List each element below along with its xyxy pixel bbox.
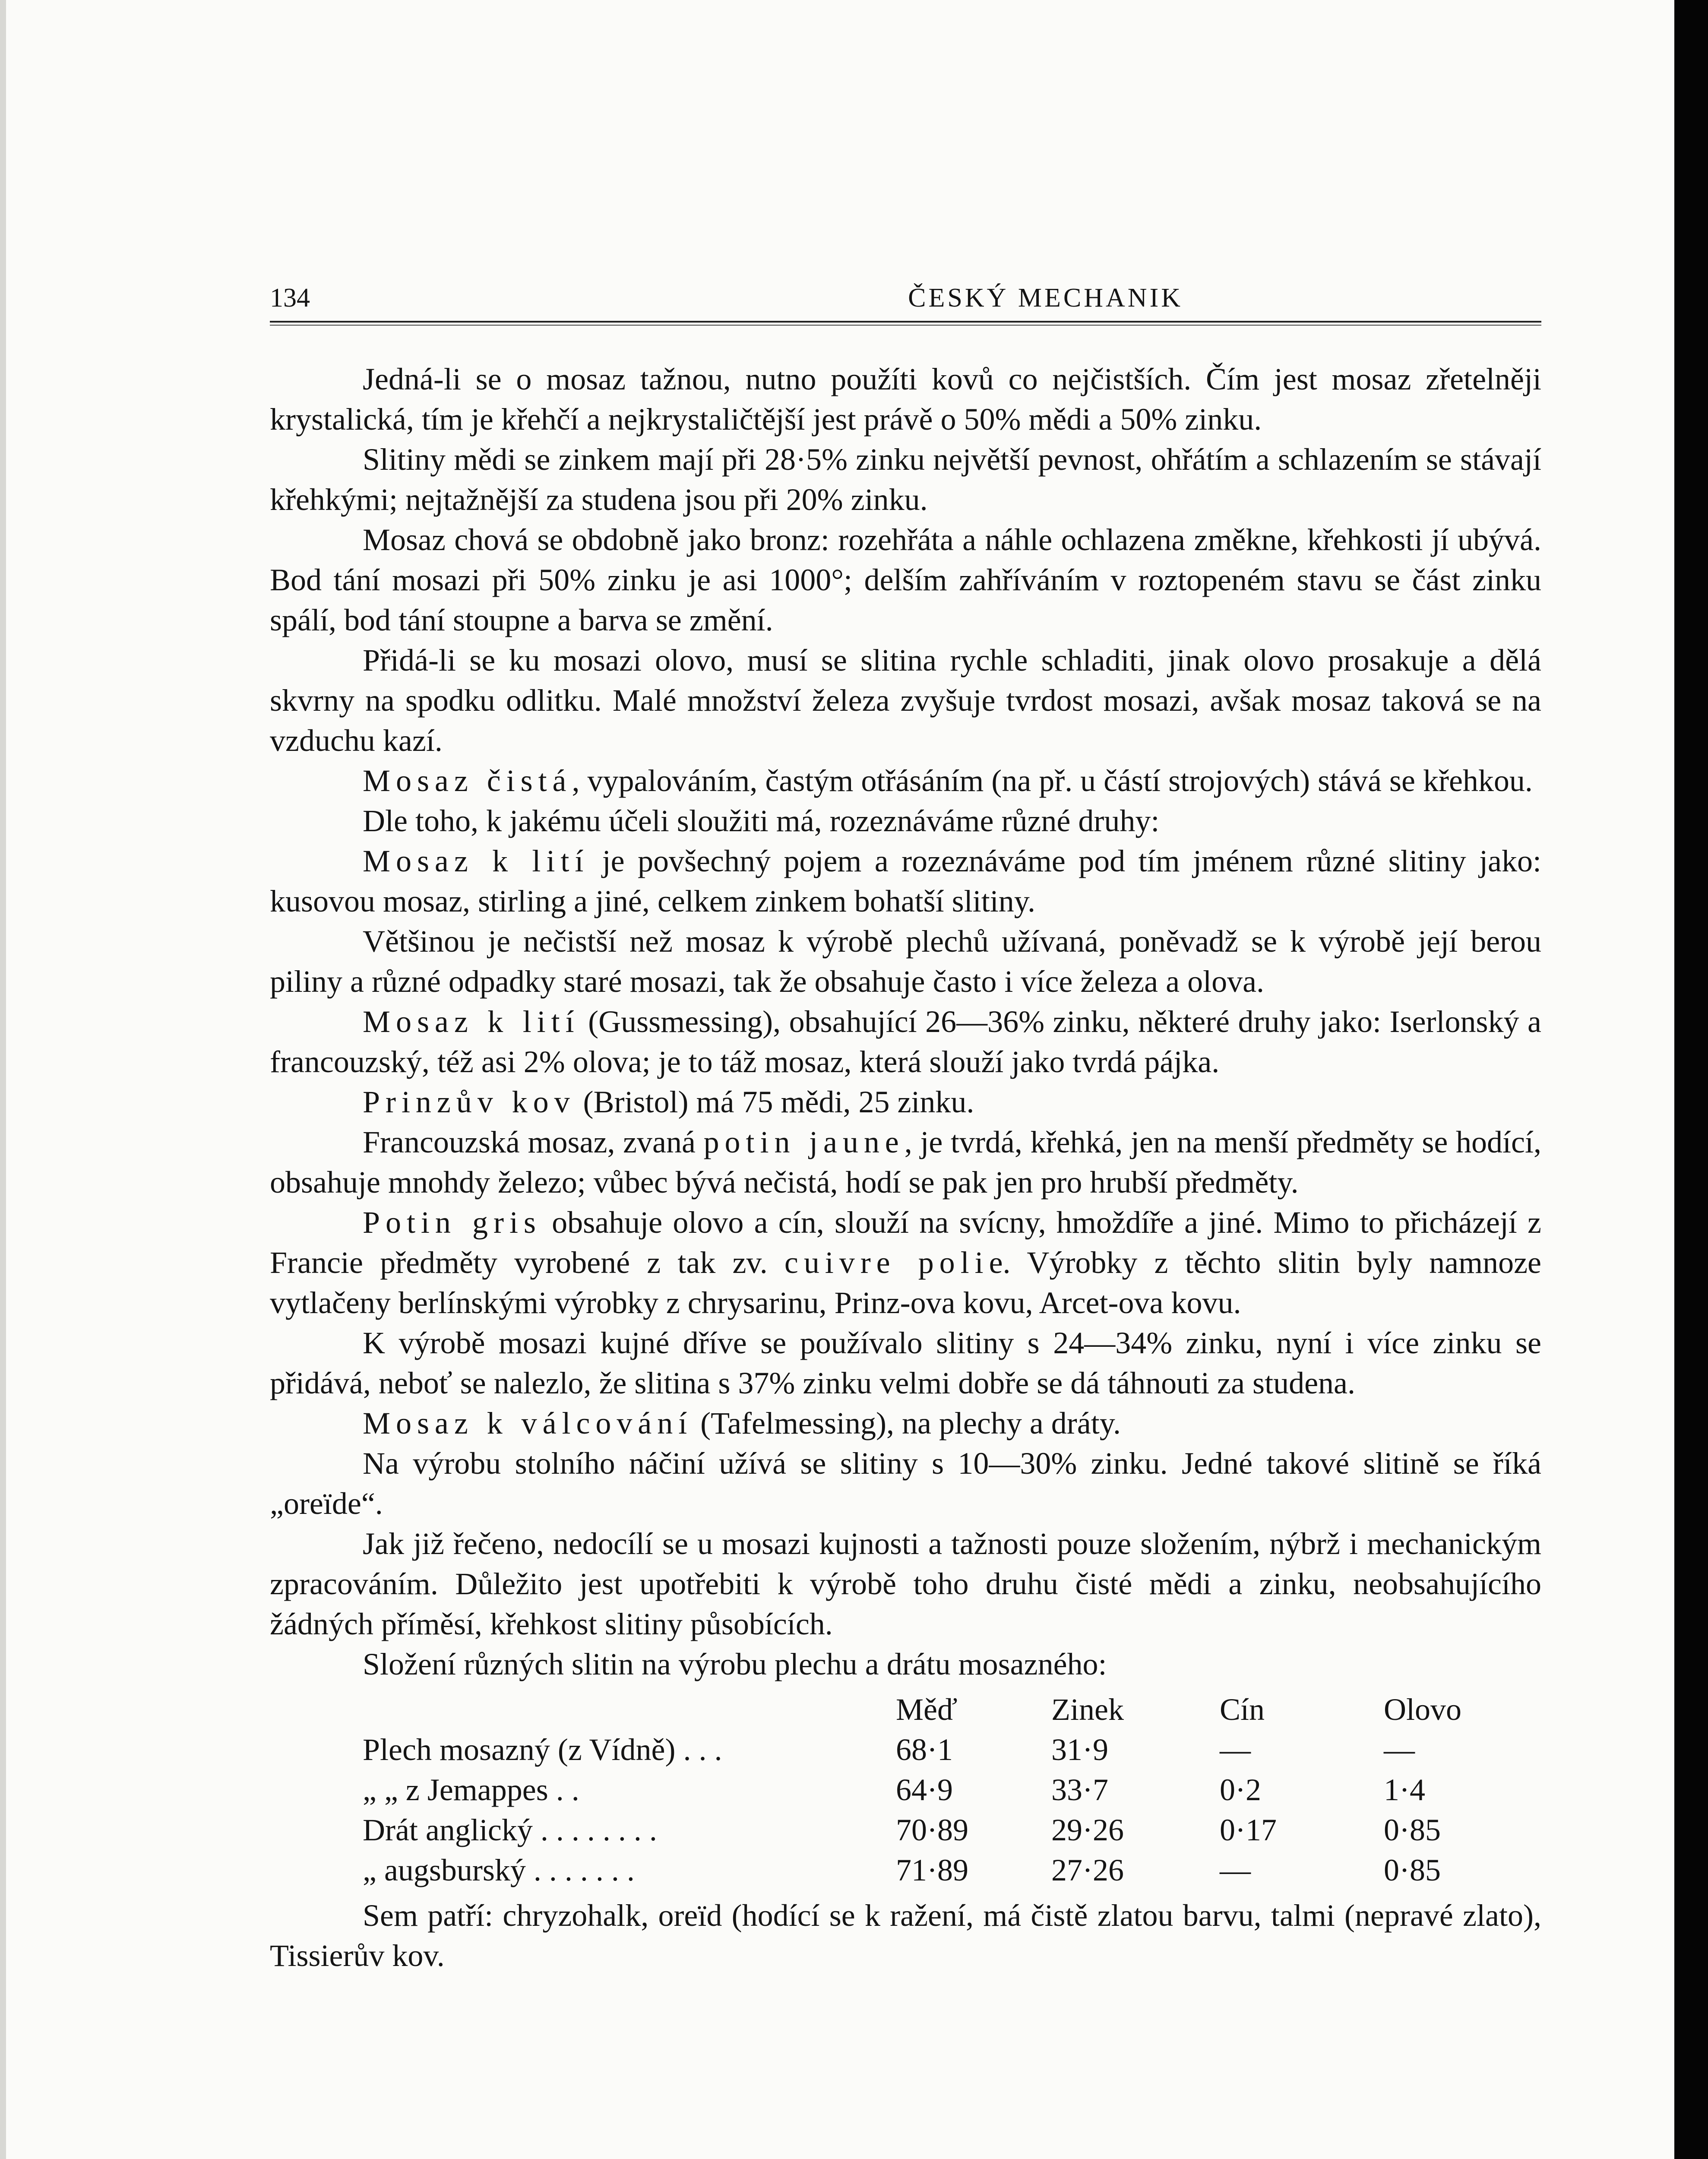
- paragraph: [270, 841, 1541, 921]
- text-run: Složení různých slitin na výrobu plechu a drátu mosazného:: [363, 1647, 1107, 1681]
- spaced-emphasis: Mosaz k válcování: [363, 1406, 693, 1440]
- running-header: [270, 283, 1541, 321]
- text-run: Slitiny mědi se zinkem mají při 28·5% zinku největší pevnost, ohřátím a schlazením se stávají křehkými; nejtažnější za studena jsou při 20% zinku.: [270, 442, 1541, 517]
- table-cell: 31·9: [1051, 1732, 1108, 1767]
- paragraph: [270, 801, 1541, 841]
- text-run: obsahuje olovo a cín, slouží na svícny, hmoždíře a jiné. Mimo to přicházejí z Francie předměty vyrobené z tak zv.: [270, 1205, 1542, 1280]
- table-row-label: „ augsburský . . . . . . .: [363, 1853, 635, 1887]
- text-run: K výrobě mosazi kujné dříve se používalo slitiny s 24—34% zinku, nyní i více zinku se přidává, neboť se nalezlo, že slitina s 37% zinku velmi dobře se dá táhnouti za studena.: [270, 1326, 1541, 1400]
- text-run: Dle toho, k jakému účeli sloužiti má, rozeznáváme různé druhy:: [363, 804, 1160, 838]
- text-run: Jedná-li se o mosaz tažnou, nutno použíti kovů co nejčistších. Čím jest mosaz zřetelněji krystalická, tím je křehčí a nejkrystaličtější jest právě o 50% mědi a 50% zinku.: [270, 362, 1541, 437]
- paragraph: [270, 1644, 1541, 1684]
- paragraph: [270, 1403, 1541, 1444]
- paragraph: [270, 1323, 1541, 1403]
- text-run: (Gussmessing), obsahující 26—36% zinku, některé druhy jako: Iserlonský a francouzský, též asi 2% olova; je to táž mosaz, která slouží jako tvrdá pájka.: [270, 1004, 1542, 1079]
- table-cell: 1·4: [1384, 1773, 1425, 1807]
- paragraph: [270, 440, 1541, 520]
- table-header: Cín: [1220, 1692, 1265, 1727]
- text-run: je povšechný pojem a rozeznáváme pod tím jménem různé slitiny jako: kusovou mosaz, stirling a jiné, celkem zinkem bohatší slitiny.: [270, 844, 1541, 918]
- table-cell: —: [1384, 1732, 1415, 1767]
- text-run: Přidá-li se ku mosazi olovo, musí se slitina rychle schladiti, jinak olovo prosakuje a dělá skvrny na spodku odlitku. Malé množství železa zvyšuje tvrdost mosazi, avšak mosaz taková se na vzduchu kazí.: [270, 643, 1541, 758]
- scan-edge-left: [0, 0, 6, 2159]
- spaced-emphasis: Mosaz k lití: [363, 844, 589, 878]
- paragraph: [270, 1002, 1541, 1082]
- table-header: Olovo: [1384, 1692, 1461, 1727]
- spaced-emphasis: Mosaz čistá: [363, 763, 572, 798]
- running-title: ČESKÝ MECHANIK: [908, 283, 1183, 313]
- paragraph: [270, 640, 1541, 761]
- paragraph: [270, 1203, 1541, 1323]
- paragraph: [270, 520, 1541, 640]
- page-number: 134: [270, 283, 310, 313]
- table-cell: 0·17: [1220, 1813, 1277, 1847]
- body-text: [270, 359, 1541, 1684]
- table-cell: 71·89: [896, 1853, 968, 1887]
- text-run: Jak již řečeno, nedocílí se u mosazi kujnosti a tažnosti pouze složením, nýbrž i mechanickým zpracováním. Důležito jest upotřebiti k výrobě toho druhu čisté mědi a zinku, neobsahujícího žádných příměsí, křehkost slitiny působících.: [270, 1526, 1541, 1641]
- paragraph: [270, 1444, 1541, 1524]
- text-run: , je tvrdá, křehká, jen na menší předměty se hodící, obsahuje mnohdy železo; vůbec bývá nečistá, hodí se pak jen pro hrubší předměty.: [270, 1125, 1541, 1200]
- table-cell: 0·85: [1384, 1813, 1441, 1847]
- table-cell: —: [1220, 1853, 1251, 1887]
- table-cell: 64·9: [896, 1773, 953, 1807]
- text-run: , vypalováním, častým otřásáním (na př. u částí strojových) stává se křehkou.: [572, 763, 1533, 798]
- paragraph: [270, 1524, 1541, 1644]
- table-cell: 29·26: [1051, 1813, 1124, 1847]
- paragraph: [270, 921, 1541, 1002]
- table-header: Zinek: [1051, 1692, 1124, 1727]
- text-run: e. Výrobky z těchto slitin byly namnoze vytlačeny berlínskými výrobky z chrysarinu, Prinz-ova kovu, Arcet-ova kovu.: [270, 1245, 1542, 1320]
- spaced-emphasis: Prinzův kov: [363, 1085, 576, 1119]
- table-header: [270, 1690, 896, 1730]
- table-cell: 0·2: [1220, 1773, 1261, 1807]
- table-row-label: „ „ z Jemappes . .: [363, 1773, 579, 1807]
- table-cell: —: [1220, 1732, 1251, 1767]
- paragraph: [270, 761, 1541, 801]
- text-run: Většinou je nečistší než mosaz k výrobě plechů užívaná, poněvadž se k výrobě její berou piliny a různé odpadky staré mosazi, tak že obsahuje často i více železa a olova.: [270, 924, 1541, 999]
- spaced-emphasis: Potin gris: [363, 1205, 541, 1240]
- text-run: (Tafelmessing), na plechy a dráty.: [693, 1406, 1121, 1440]
- table-cell: 33·7: [1051, 1773, 1108, 1807]
- text-run: (Bristol) má 75 mědi, 25 zinku.: [575, 1085, 974, 1119]
- table-cell: 27·26: [1051, 1853, 1124, 1887]
- spaced-emphasis: cuivre poli: [784, 1245, 989, 1280]
- text-run: Na výrobu stolního náčiní užívá se slitiny s 10—30% zinku. Jedné takové slitině se říká „oreïde“.: [270, 1446, 1541, 1521]
- table-row-label: Drát anglický . . . . . . . .: [363, 1813, 657, 1847]
- book-page: [270, 283, 1541, 1976]
- paragraph: [270, 1122, 1541, 1203]
- table-cell: 68·1: [896, 1732, 953, 1767]
- paragraph: [270, 1082, 1541, 1122]
- composition-table: [270, 1690, 1541, 1890]
- text-run: Francouzská mosaz, zvaná: [363, 1125, 704, 1159]
- spaced-emphasis: potin jaune: [703, 1125, 905, 1159]
- header-rule: [270, 321, 1541, 326]
- table-row-label: Plech mosazný (z Vídně) . . .: [363, 1732, 722, 1767]
- spaced-emphasis: Mosaz k lití: [363, 1004, 580, 1039]
- table-header: Měď: [896, 1692, 958, 1727]
- scan-border-right: [1674, 0, 1708, 2159]
- table-cell: 70·89: [896, 1813, 968, 1847]
- paragraph: [270, 359, 1541, 440]
- text-run: Mosaz chová se obdobně jako bronz: rozehřáta a náhle ochlazena změkne, křehkosti jí ubývá. Bod tání mosazi při 50% zinku je asi 1000°; delším zahříváním v roztopeném stavu se část zinku spálí, bod tání stoupne a barva se změní.: [270, 522, 1541, 637]
- table-cell: 0·85: [1384, 1853, 1441, 1887]
- closing-paragraph: Sem patří: chryzohalk, oreïd (hodící se k ražení, má čistě zlatou barvu, talmi (nepravé zlato), Tissierův kov.: [270, 1898, 1541, 1973]
